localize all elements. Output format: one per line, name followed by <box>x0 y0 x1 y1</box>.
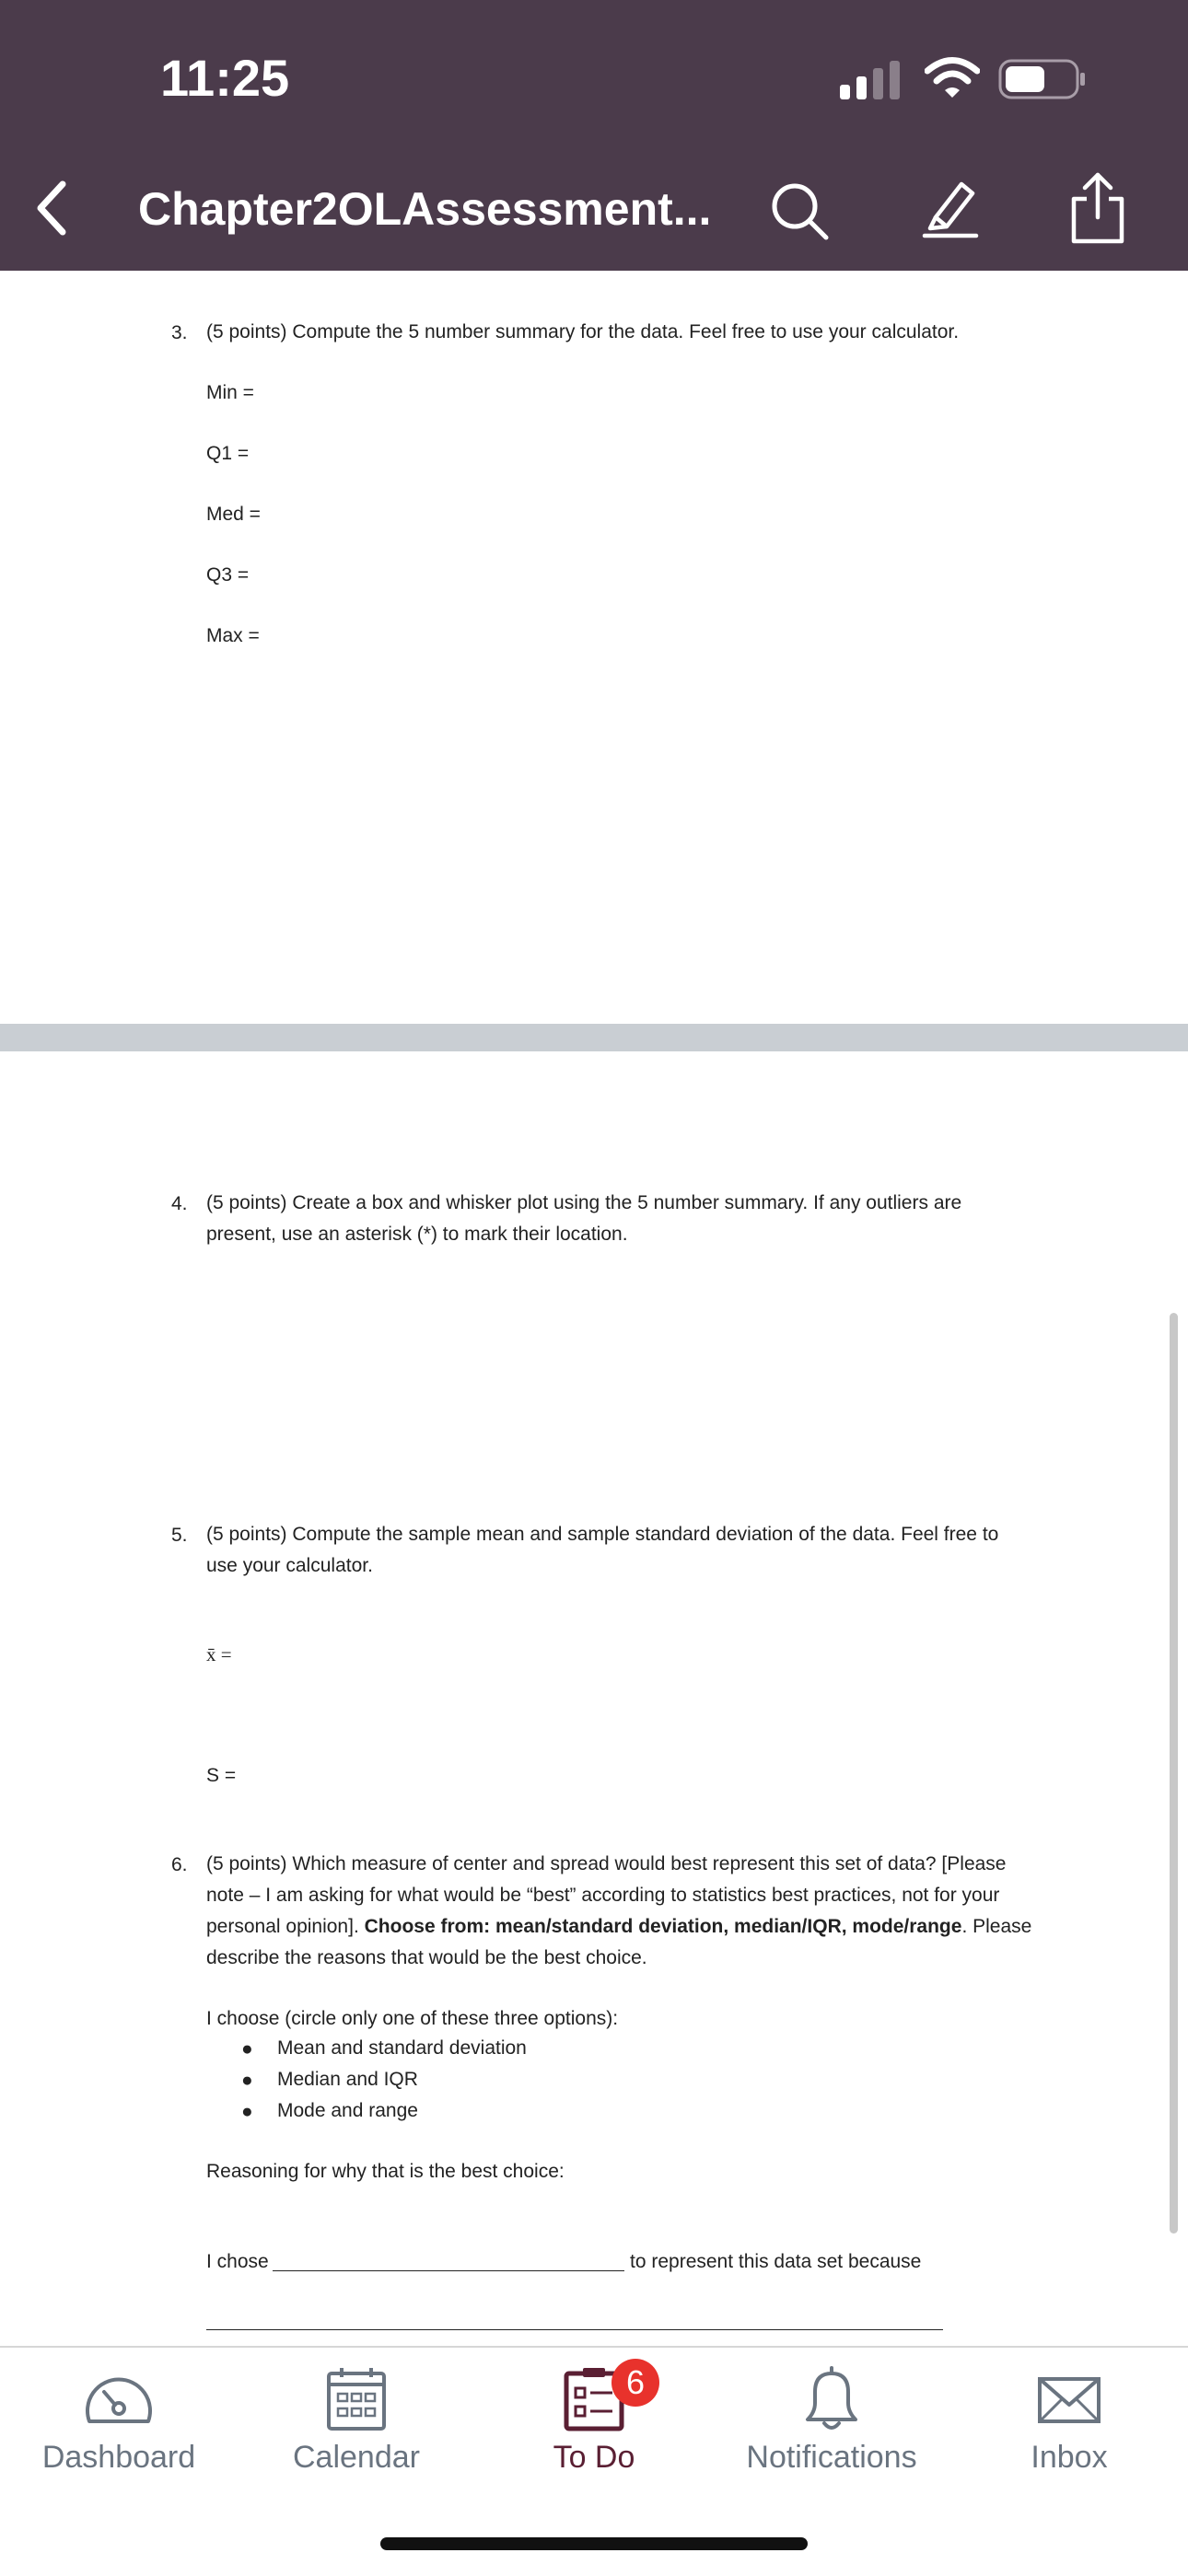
answer-blank-line <box>206 2329 943 2330</box>
highlighter-icon[interactable] <box>921 177 980 241</box>
q5-s: S = <box>206 1765 237 1786</box>
q5-xbar: x̄ = <box>206 1643 232 1665</box>
bullet-dot: ● <box>241 2101 253 2122</box>
back-icon[interactable] <box>33 179 70 238</box>
q3-min: Min = <box>206 382 254 403</box>
scrollbar[interactable] <box>1170 1313 1178 2234</box>
tab-label: To Do <box>553 2440 635 2475</box>
q6-option-2: Median and IQR <box>277 2069 418 2090</box>
signal-icon <box>840 61 904 99</box>
q6-reasoning: Reasoning for why that is the best choice: <box>206 2161 565 2182</box>
q6-chose-rest: to represent this data set because <box>630 2251 922 2272</box>
q3-q1: Q1 = <box>206 443 250 464</box>
document-viewer[interactable] <box>0 271 1188 2346</box>
document-title: Chapter2OLAssessment... <box>138 183 712 235</box>
answer-blank-line <box>273 2270 624 2271</box>
tab-notifications[interactable] <box>713 2348 950 2513</box>
q6-line3 <box>206 1911 1031 1943</box>
battery-icon <box>998 59 1087 99</box>
bullet-dot: ● <box>241 2070 253 2091</box>
tab-dashboard[interactable] <box>0 2348 238 2513</box>
q6-choose: I choose (circle only one of these three options): <box>206 2008 619 2029</box>
q6-option-1: Mean and standard deviation <box>277 2037 527 2059</box>
dashboard-icon <box>82 2366 156 2432</box>
tab-label: Notifications <box>746 2440 917 2475</box>
q6-line3-a: personal opinion]. <box>206 1916 359 1937</box>
q6-option-3: Mode and range <box>277 2100 418 2121</box>
share-icon[interactable] <box>1068 171 1127 245</box>
q5-number: 5. <box>171 1525 188 1546</box>
q6-line3-c: . Please <box>961 1916 1032 1937</box>
q5-line2: use your calculator. <box>206 1555 373 1576</box>
status-time: 11:25 <box>160 49 290 107</box>
search-icon[interactable] <box>769 180 832 243</box>
q6-line4: describe the reasons that would be the best choice. <box>206 1947 647 1968</box>
q3-q3: Q3 = <box>206 564 250 586</box>
q4-line2: present, use an asterisk (*) to mark their location. <box>206 1224 628 1245</box>
q6-chose-label: I chose <box>206 2251 269 2272</box>
q6-number: 6. <box>171 1854 188 1875</box>
tab-todo[interactable] <box>475 2348 713 2513</box>
q3-number: 3. <box>171 322 188 343</box>
bullet-dot: ● <box>241 2038 253 2060</box>
q3-text: (5 points) Compute the 5 number summary for the data. Feel free to use your calculator. <box>206 321 960 342</box>
tab-inbox[interactable] <box>950 2348 1188 2513</box>
tab-label: Inbox <box>1031 2440 1108 2475</box>
tab-label: Calendar <box>293 2440 420 2475</box>
q6-line3-bold: Choose from: mean/standard deviation, median/IQR, mode/range <box>364 1916 962 1937</box>
q3-max: Max = <box>206 625 260 646</box>
home-indicator[interactable] <box>380 2537 808 2550</box>
q6-line2: note – I am asking for what would be “best” according to statistics best practices, not for your <box>206 1885 1000 1906</box>
todo-badge: 6 <box>611 2359 659 2407</box>
calendar-icon <box>320 2366 393 2432</box>
q5-line1: (5 points) Compute the sample mean and sample standard deviation of the data. Feel free to <box>206 1524 999 1545</box>
q4-number: 4. <box>171 1193 188 1214</box>
nav-bar <box>0 147 1188 271</box>
status-bar <box>0 0 1188 147</box>
bell-icon <box>795 2366 868 2432</box>
tab-calendar[interactable] <box>238 2348 475 2513</box>
q6-line1: (5 points) Which measure of center and spread would best represent this set of data? [Please <box>206 1853 1007 1874</box>
q3-med: Med = <box>206 504 261 525</box>
q4-line1: (5 points) Create a box and whisker plot using the 5 number summary. If any outliers are <box>206 1192 962 1213</box>
tab-label: Dashboard <box>41 2440 196 2475</box>
page-separator <box>0 1024 1188 1051</box>
wifi-icon <box>925 57 980 99</box>
mail-icon <box>1032 2366 1106 2432</box>
